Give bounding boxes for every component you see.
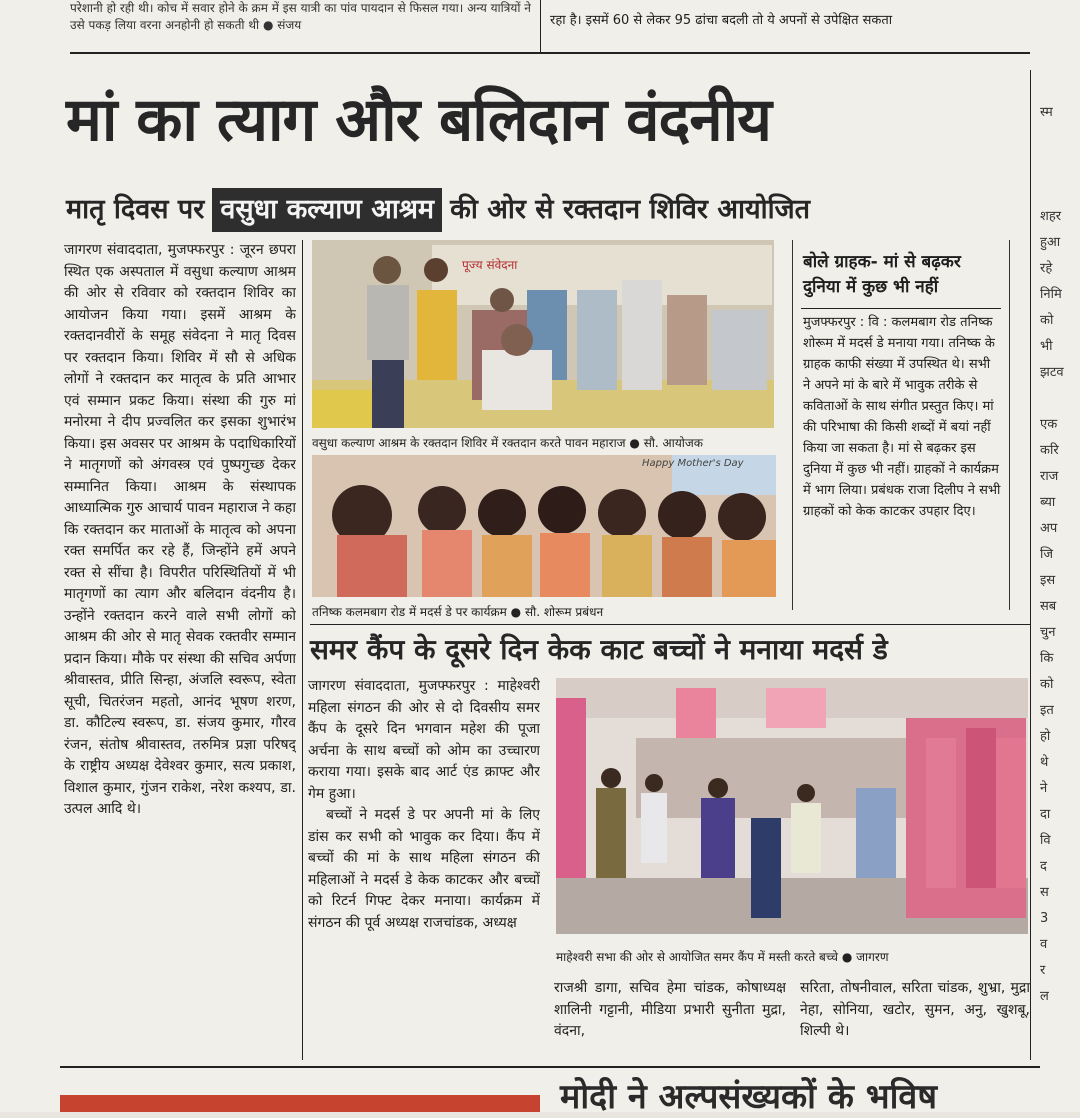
article2-headline: समर कैंप के दूसरे दिन केक काट बच्चों ने मनाया मदर्स डे [310,633,888,666]
article2-col1-para2: बच्चों ने मदर्स डे पर अपनी मां के लिए डांस कर सभी को भावुक कर दिया। कैंप में बच्चों की मां के साथ महिला संगठन की महिलाओं ने मदर्स डे केक काटकर और बच्चों को रिटर्न गिफ्ट देकर मनाया। कार्यक्रम में संगठन की पूर्व अध्यक्ष राजचांडक, अध्यक्ष [308,807,540,931]
sidebar-title: बोले ग्राहक- मां से बढ़कर दुनिया में कुछ भी नहीं [803,252,961,297]
photo3-caption: माहेश्वरी सभा की ओर से आयोजित समर कैंप में मस्ती करते बच्चे ● जागरण [556,950,889,964]
article2-col2: राजश्री डागा, सचिव हेमा चांडक, कोषाध्यक्ष शालिनी गट्टानी, मीडिया प्रभारी सुनीता मुद्रा, वंदना, [554,980,786,1039]
right-column-rule [1030,70,1031,1060]
article2-col1-para1: जागरण संवाददाता, मुजफ्फरपुर : माहेश्वरी महिला संगठन की ओर से दो दिवसीय समर कैंप के दूसरे दिन भगवान महेश की पूजा अर्चना के साथ बच्चों को ओम का उच्चारण कराया गया। इसके बाद आर्ट एंड क्राफ्ट और गेम हुआ। [308,678,540,802]
photo1-caption-text: वसुधा कल्याण आश्रम के रक्तदान शिविर में रक्तदान करते पावन महाराज [312,436,626,450]
subhead-after: की ओर से रक्तदान शिविर आयोजित [450,194,811,225]
summer-camp-photo [556,678,1028,934]
article2-top-rule [310,624,1030,625]
tanishq-photo-art [312,455,776,597]
photo2-credit: सौ. शोरूम प्रबंधन [524,605,604,619]
subhead-highlight-box: वसुधा कल्याण आश्रम [212,188,442,232]
photo2-banner: Happy Mother's Day [642,458,744,469]
photo2-caption: तनिष्क कलमबाग रोड में मदर्स डे पर कार्यक्रम ● सौ. शोरूम प्रबंधन [312,605,604,619]
bottom-red-bar [60,1095,540,1112]
article1-body: जागरण संवाददाता, मुजफ्फरपुर : जूरन छपरा स्थित एक अस्पताल में वसुधा कल्याण आश्रम की ओर से रविवार को रक्तदान शिविर का आयोजन किया गया। इसमें आश्रम के रक्तदानवीरों के समूह संवेदना ने मातृ दिवस पर रक्तदान किया। शिविर में सौ से अधिक लोगों ने रक्तदान कर मातृत्व के प्रति आभार एवं सम्मान प्रकट किया। संस्था की गुरु मां मनोरमा ने दीप प्रज्वलित कर इसका शुभारंभ किया। इस अवसर पर आश्रम के पदाधिकारियों ने मातृगणों को अंगवस्त्र एवं पुष्पगुच्छ देकर सम्मानित किया। आश्रम के संस्थापक आध्यात्मिक गुरु आचार्य पावन महाराज ने कहा कि रक्तदान कर माताओं के मातृत्व को अपना रक्त समर्पित कर रहे हैं, जिन्होंने हमें अपने रक्त से सींचा है। विपरीत परिस्थितियों में भी मातृगणों का त्याग और बलिदान वंदनीय है। उन्होंने रक्तदान करने वाले सभी लोगों को आश्रम की ओर से मातृ सेवक रक्तवीर सम्मान प्रदान किया। मौके पर संस्था की सचिव अर्पणा श्रीवास्तव, प्रीति सिन्हा, अंजलि स्वरूप, स्वेता सूची, चितरंजन महतो, आनंद भूषण शरण, डा. कौटिल्य स्वरूप, डा. संजय कुमार, गौरव रंजन, संतोष श्रीवास्तव, तरुमित्र प्रज्ञा परिषद् के राष्ट्रीय अध्यक्ष देवेश्वर कुमार, सत्य प्रकाश, विशाल कुमार, गुंजन राकेश, नरेश कश्यप, डा. उत्पल आदि थे। [64,242,296,817]
top-snippet-text: परेशानी हो रही थी। कोच में सवार होने के क्रम में इस यात्री का पांव पायदान से फिसल गया। अन्य यात्रियों ने उसे पकड़ लिया वरना अनहोनी हो सकती थी [70,1,531,32]
bottom-divider [60,1066,1040,1068]
photo2-caption-text: तनिष्क कलमबाग रोड में मदर्स डे पर कार्यक्रम [312,605,507,619]
column-rule-1 [302,240,303,1060]
photo1-banner: पूज्य संवेदना [462,258,518,272]
mothers-day-tanishq-photo [312,455,776,597]
top-column-rule [540,0,541,52]
blood-donation-photo [312,240,774,428]
top-divider [70,52,1030,54]
top-snippet-credit: ● संजय [262,18,302,32]
article2-col3: सरिता, तोषनीवाल, सरिता चांडक, शुभ्रा, मुद्रा नेहा, सोनिया, खटोर, सुमन, अनु, खुशबू, शिल्पी थे। [800,980,1030,1039]
photo1-caption: वसुधा कल्याण आश्रम के रक्तदान शिविर में रक्तदान करते पावन महाराज ● सौ. आयोजक [312,436,704,450]
sidebar-body: मुजफ्फरपुर : वि : कलमबाग रोड तनिष्क शोरूम में मदर्स डे मनाया गया। तनिष्क के ग्राहक काफी संख्या में उपस्थित थे। सभी ने अपने मां के बारे में भावुक तरीके से कविताओं के साथ संगीत प्रस्तुत किए। मां की परिभाषा की किसी शब्दों में बयां नहीं किया जा सकता है। मां से बढ़कर इस दुनिया में कुछ भी नहीं। ग्राहकों ने कार्यक्रम में भाग लिया। प्रबंधक राजा दिलीप ने सभी ग्राहकों को केक काटकर उपहार दिए। [803,315,1001,519]
article2-col1 [308,676,540,1061]
blood-donation-photo-art [312,240,774,428]
subheadline [66,186,810,234]
summer-camp-photo-art [556,678,1028,934]
photo1-credit: सौ. आयोजक [643,436,704,450]
photo3-caption-text: माहेश्वरी सभा की ओर से आयोजित समर कैंप में मस्ती करते बच्चे [556,950,839,964]
top-right-snippet-text: रहा है। इसमें 60 से लेकर 95 ढांचा बदली तो ये अपनों से उपेक्षित सकता [550,13,893,28]
top-news-snippet [70,0,540,50]
main-headline: मां का त्याग और बलिदान वंदनीय [66,85,771,155]
bottom-headline-cutoff: मोदी ने अल्पसंख्यकों के भविष [560,1077,937,1117]
right-edge-cutoff-text: स्म शहर हुआ रहे निमि को भी झटव एक करि राज ब्या अप जि इस सब चुन कि को इत हो थे ने दा वि द स 3 व र ल [1040,105,1064,1004]
sidebar-title-rule [801,308,1001,309]
top-right-snippet [550,12,1040,29]
photo3-credit: जागरण [856,950,889,964]
top-snippet-credit-name: संजय [277,18,302,32]
subhead-before: मातृ दिवस पर [66,194,205,225]
sidebar-box [792,240,1010,610]
